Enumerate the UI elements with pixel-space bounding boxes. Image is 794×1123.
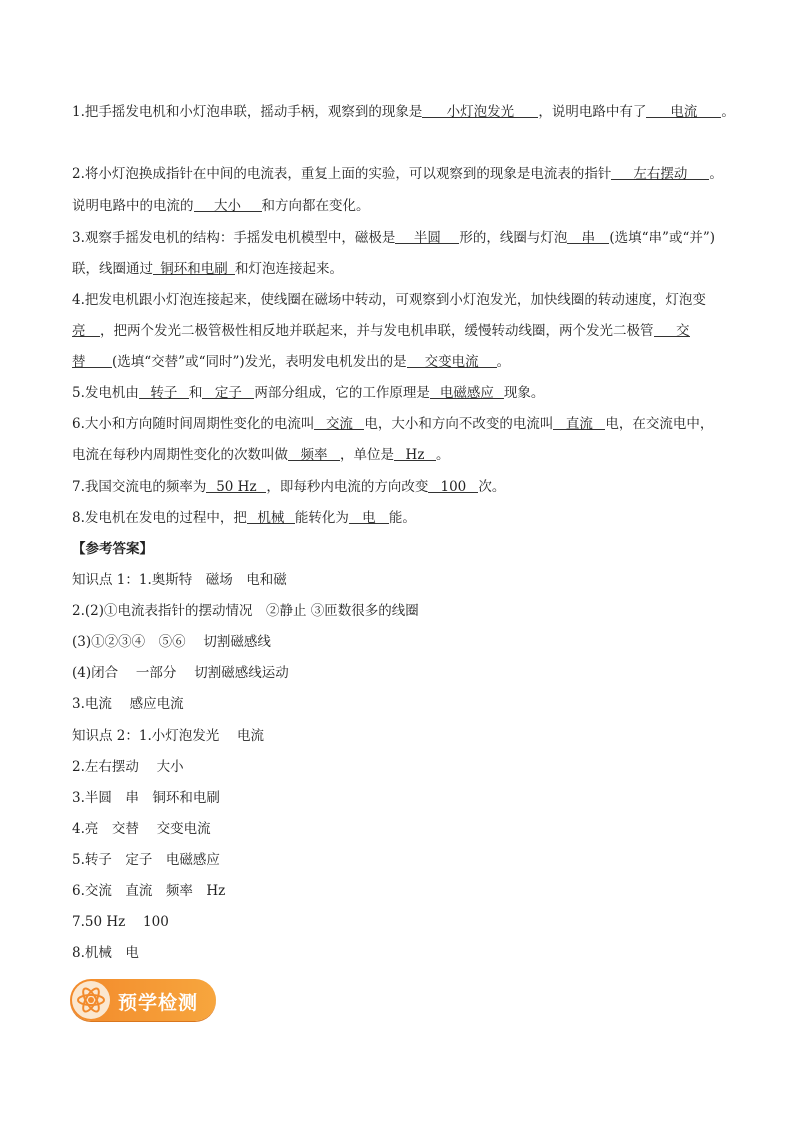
answer-line: 7.50 Hz 100 xyxy=(72,914,169,930)
answer-blank: 交变电流 xyxy=(407,352,497,368)
answer-blank: 直流 xyxy=(553,414,605,430)
answer-line: 知识点 1：1.奥斯特 磁场 电和磁 xyxy=(72,572,287,588)
question-5: 5.发电机由 转子 和 定子 两部分组成，它的工作原理是 电磁感应 现象。 xyxy=(72,385,545,401)
answer-blank: 100 xyxy=(428,477,478,493)
question-3-cont: 联，线圈通过 铜环和电刷 和灯泡连接起来。 xyxy=(72,261,343,277)
question-8: 8.发电机在发电的过程中，把 机械 能转化为 电 能。 xyxy=(72,510,416,526)
question-3: 3.观察手摇发电机的结构：手摇发电机模型中，磁极是 半圆 形的，线圈与灯泡 串 (选填“串”或“并”) xyxy=(72,230,716,246)
answer-line: 3.半圆 串 铜环和电刷 xyxy=(72,790,220,806)
answer-blank: 机械 xyxy=(247,508,295,524)
answer-blank: 大小 xyxy=(194,196,262,212)
answer-line: 3.电流 感应电流 xyxy=(72,696,184,712)
question-4-cont: 亮 ，把两个发光二极管极性相反地并联起来，并与发电机串联，缓慢转动线圈，两个发光二极管 交 xyxy=(72,323,690,339)
answers-header: 【参考答案】 xyxy=(72,541,153,557)
answer-blank: 转子 xyxy=(139,383,189,399)
answer-line: (4)闭合 一部分 切割磁感线运动 xyxy=(72,665,289,681)
answer-line: 2.左右摆动 大小 xyxy=(72,759,184,775)
answer-blank: 串 xyxy=(567,228,609,244)
answer-blank: 铜环和电刷 xyxy=(153,259,235,275)
question-4-cont2: 替 (选填“交替”或“同时”)发光，表明发电机发出的是 交变电流 。 xyxy=(72,354,511,370)
answer-line: 6.交流 直流 频率 Hz xyxy=(72,883,226,899)
answer-blank: 替 xyxy=(72,352,112,368)
answer-line: 5.转子 定子 电磁感应 xyxy=(72,852,220,868)
answer-blank: 左右摆动 xyxy=(611,164,709,180)
answer-line: 2.(2)①电流表指针的摆动情况 ②静止 ③匝数很多的线圈 xyxy=(72,603,419,619)
answer-blank: 交 xyxy=(654,321,690,337)
answer-blank: 50 Hz xyxy=(206,477,266,493)
answer-blank: 交流 xyxy=(314,414,364,430)
question-2: 2.将小灯泡换成指针在中间的电流表，重复上面的实验，可以观察到的现象是电流表的指针 左右摆动 。 xyxy=(72,166,723,182)
answer-line: 8.机械 电 xyxy=(72,945,139,961)
answer-line: 4.亮 交替 交变电流 xyxy=(72,821,211,837)
question-6: 6.大小和方向随时间周期性变化的电流叫 交流 电，大小和方向不改变的电流叫 直流 电，在交流电中， xyxy=(72,416,714,432)
question-7: 7.我国交流电的频率为 50 Hz ，即每秒内电流的方向改变 100 次。 xyxy=(72,479,506,495)
answer-blank: 电磁感应 xyxy=(430,383,504,399)
answer-line: 知识点 2：1.小灯泡发光 电流 xyxy=(72,728,265,744)
question-6-cont: 电流在每秒内周期性变化的次数叫做 频率 ，单位是 Hz 。 xyxy=(72,447,450,463)
answer-blank: 小灯泡发光 xyxy=(422,102,538,118)
answer-blank: 定子 xyxy=(202,383,254,399)
answer-line: (3)①②③④ ⑤⑥ 切割磁感线 xyxy=(72,634,271,650)
answer-blank: 电 xyxy=(349,508,389,524)
section-badge xyxy=(70,979,216,1021)
answer-blank: 半圆 xyxy=(395,228,459,244)
atom-icon xyxy=(72,981,110,1019)
answer-blank: Hz xyxy=(394,445,436,461)
question-4: 4.把发电机跟小灯泡连接起来，使线圈在磁场中转动，可观察到小灯泡发光，加快线圈的转动速度，灯泡变 xyxy=(72,292,706,308)
answer-blank: 亮 xyxy=(72,321,100,337)
answer-blank: 频率 xyxy=(288,445,340,461)
question-2-cont: 说明电路中的电流的 大小 和方向都在变化。 xyxy=(72,198,370,214)
question-1: 1.把手摇发电机和小灯泡串联，摇动手柄，观察到的现象是 小灯泡发光 ，说明电路中有了 电流 。 xyxy=(72,104,735,120)
section-badge-label: 预学检测 xyxy=(118,992,199,1014)
answer-blank: 电流 xyxy=(646,102,721,118)
